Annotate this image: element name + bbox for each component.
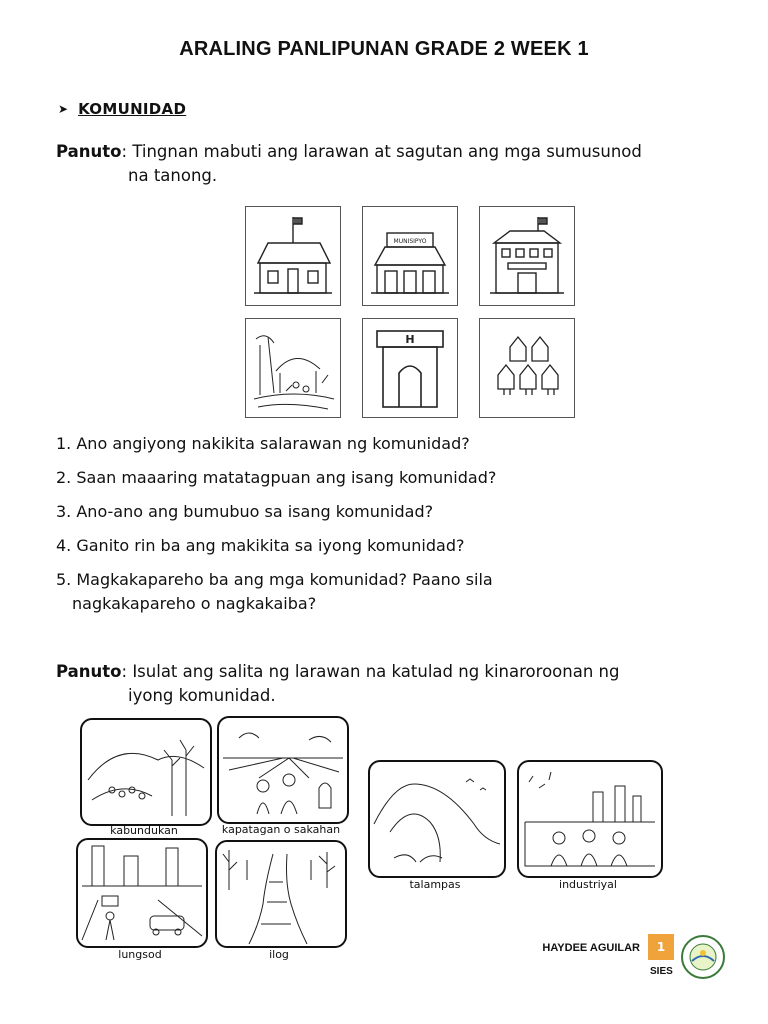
instruction-text: : Isulat ang salita ng larawan na katulad ng kinaroroonan ng [121,662,620,681]
school-abbrev: SIES [650,966,673,977]
section-label: KOMUNIDAD [78,100,187,118]
page-number: 1 [648,934,674,960]
farmland-icon [217,716,349,824]
instruction-text: : Tingnan mabuti ang larawan at sagutan ang mga sumusunod [121,142,642,161]
card-caption: ilog [269,948,289,961]
school-with-flag-icon [245,206,341,306]
government-building-icon [479,206,575,306]
question-3: 3. Ano-ano ang bumubuo sa isang komunidad? [56,502,434,521]
card-caption: kabundukan [110,824,178,837]
river-icon [215,840,347,948]
card-caption: talampas [409,878,461,891]
municipal-hall-icon [362,206,458,306]
mountains-icon [80,718,212,826]
question-5-line1: 5. Magkakapareho ba ang mga komunidad? Paano sila [56,570,493,589]
card-caption: industriyal [559,878,617,891]
instruction-prefix: Panuto [56,662,122,681]
houses-cluster-icon [479,318,575,418]
question-4: 4. Ganito rin ba ang makikita sa iyong komunidad? [56,536,465,555]
page-title: ARALING PANLIPUNAN GRADE 2 WEEK 1 [179,38,589,60]
instruction-prefix: Panuto [56,142,122,161]
card-caption: kapatagan o sakahan [221,823,341,836]
question-2: 2. Saan maaaring matatagpuan ang isang komunidad? [56,468,497,487]
svg-text:H: H [405,333,415,346]
factory-icon [517,760,663,878]
instruction-2 [56,660,706,708]
instruction-text-cont: na tanong. [128,166,218,185]
city-icon [76,838,208,948]
school-seal-icon [680,934,726,980]
author-name: HAYDEE AGUILAR [542,942,640,954]
card-caption: lungsod [118,948,162,961]
question-5 [56,568,696,616]
plateau-icon [368,760,506,878]
hospital-icon [362,318,458,418]
instruction-1 [56,140,706,188]
svg-text:MUNISIPYO: MUNISIPYO [393,238,427,245]
question-5-line2: nagkakapareho o nagkakaiba? [72,594,317,613]
section-heading [58,100,186,118]
instruction-text-cont: iyong komunidad. [128,686,276,705]
question-1: 1. Ano angiyong nakikita salarawan ng komunidad? [56,434,470,453]
arrow-bullet-icon: ➤ [58,102,69,116]
farm-scene-icon [245,318,341,418]
